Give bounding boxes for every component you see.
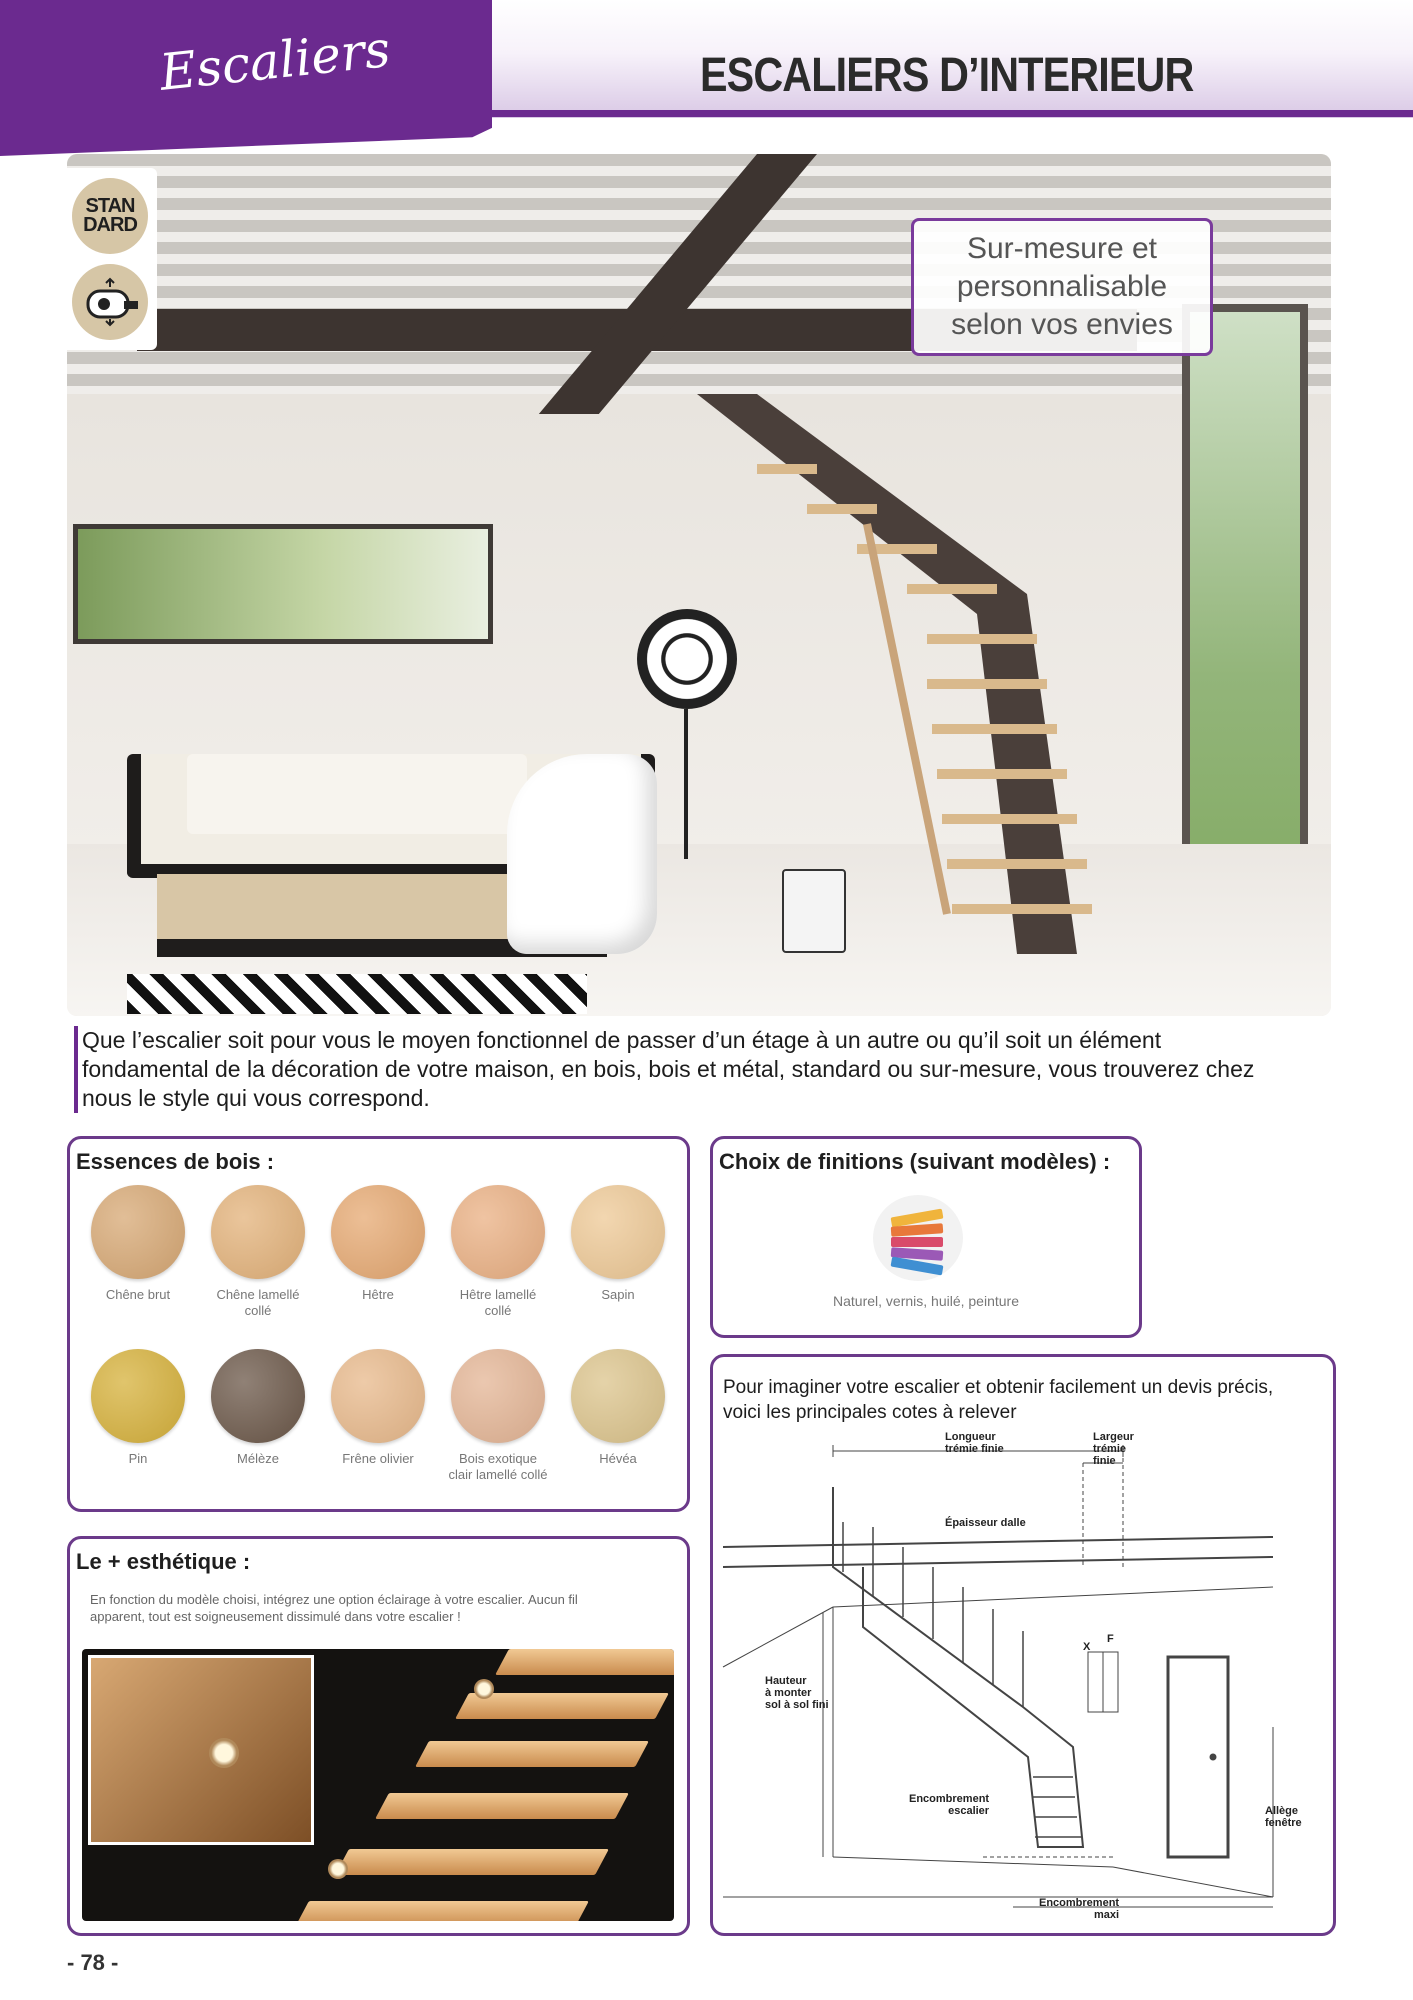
page-title: ESCALIERS D’INTERIEUR xyxy=(700,49,1194,102)
banner-underline xyxy=(440,110,1413,117)
dim-label-line: Encombrement xyxy=(909,1793,990,1805)
wood-label: Mélèze xyxy=(237,1451,279,1466)
custom-callout xyxy=(911,218,1213,356)
wood-disc xyxy=(451,1349,545,1443)
stair-tread xyxy=(295,1901,589,1921)
wood-swatch xyxy=(78,1185,198,1341)
intro-line: nous le style qui vous correspond. xyxy=(82,1085,430,1111)
dim-label-line: Allège xyxy=(1265,1805,1299,1817)
wood-swatch xyxy=(438,1185,558,1341)
callout-line: Sur-mesure et xyxy=(966,232,1158,265)
stair-tread xyxy=(495,1649,674,1675)
callout-line: personnalisable xyxy=(956,270,1168,303)
dimensions-panel xyxy=(710,1354,1336,1936)
dim-label-line: escalier xyxy=(948,1805,990,1817)
white-chair xyxy=(507,754,657,954)
wood-disc xyxy=(331,1349,425,1443)
wood-label: Hévéa xyxy=(599,1451,637,1466)
page-number: - 78 - xyxy=(67,1950,119,1975)
wood-swatch xyxy=(438,1349,558,1505)
dim-label-line: Hauteur xyxy=(765,1675,807,1687)
dim-label-line: Encombrement xyxy=(1039,1897,1120,1909)
floor-lamp xyxy=(637,609,737,709)
wood-swatch xyxy=(78,1349,198,1505)
wood-swatch xyxy=(318,1185,438,1341)
wood-swatch xyxy=(558,1185,678,1341)
color-palette-icon xyxy=(873,1195,963,1281)
epaisseur-dalle-label: Épaisseur dalle xyxy=(945,1517,1026,1529)
finish-title: Choix de finitions (suivant modèles) : xyxy=(719,1149,1111,1174)
measuring-tape-icon xyxy=(72,264,148,340)
dimensions-intro xyxy=(723,1375,1313,1425)
wood-disc xyxy=(211,1185,305,1279)
led-light-icon xyxy=(474,1679,494,1699)
f-label: F xyxy=(1107,1633,1114,1645)
dim-label-line: Longueur xyxy=(945,1431,996,1443)
finish-options-label: Naturel, vernis, huilé, peinture xyxy=(833,1293,1019,1309)
standard-badge xyxy=(72,178,148,254)
sofa-cushions xyxy=(187,754,527,834)
dim-label-line: maxi xyxy=(1094,1909,1120,1921)
intro-paragraph xyxy=(74,1026,1342,1113)
encombrement-escalier-label xyxy=(909,1793,989,1817)
wood-disc xyxy=(571,1185,665,1279)
intro-line: fondamental de la décoration de votre maison, en bois, bois et métal, standard ou sur-mesure, vous trouverez chez xyxy=(82,1056,1255,1082)
finish-panel xyxy=(710,1136,1142,1338)
wood-swatch xyxy=(198,1185,318,1341)
wood-label: Hêtre lamellé collé xyxy=(459,1287,537,1318)
dim-label-line: trémie finie xyxy=(945,1443,1004,1455)
wood-swatch xyxy=(558,1349,678,1505)
encombrement-maxi-label xyxy=(1039,1897,1119,1921)
aesthetic-description xyxy=(90,1591,650,1625)
staircase-illustration xyxy=(697,394,1157,954)
wood-disc xyxy=(451,1185,545,1279)
wood-label: Chêne brut xyxy=(105,1287,171,1302)
wood-disc xyxy=(331,1185,425,1279)
lamp-tripod xyxy=(684,709,688,859)
wood-label: Hêtre xyxy=(362,1287,394,1302)
wood-label: Sapin xyxy=(601,1287,635,1302)
wood-label: Bois exotique clair lamellé collé xyxy=(448,1451,548,1482)
dim-label-line: finie xyxy=(1093,1455,1116,1467)
callout-line: selon vos envies xyxy=(951,308,1173,341)
wood-disc xyxy=(571,1349,665,1443)
wood-label: Pin xyxy=(128,1451,148,1466)
stair-tread xyxy=(335,1849,609,1875)
wood-disc xyxy=(91,1349,185,1443)
wood-label: Frêne olivier xyxy=(342,1451,414,1466)
led-light-icon xyxy=(209,1738,239,1768)
standard-badge-label: STAN DARD xyxy=(83,195,137,236)
dim-label-line: fenêtre xyxy=(1265,1817,1302,1829)
wood-label: Chêne lamellé collé xyxy=(216,1287,300,1318)
aesthetic-title: Le + esthétique : xyxy=(76,1549,251,1574)
hauteur-label xyxy=(765,1675,829,1711)
dimensions-intro-line: voici les principales cotes à relever xyxy=(723,1402,1017,1423)
aesthetic-line: apparent, tout est soigneusement dissimulé dans votre escalier ! xyxy=(90,1609,461,1624)
stair-tread xyxy=(415,1741,649,1767)
strip-window xyxy=(73,524,493,644)
wood-swatch-grid xyxy=(78,1185,678,1505)
aesthetic-panel xyxy=(67,1536,690,1936)
dim-label-line: sol à sol fini xyxy=(765,1699,829,1711)
dimensions-intro-line: Pour imaginer votre escalier et obtenir facilement un devis précis, xyxy=(723,1377,1274,1398)
palette-strip xyxy=(891,1237,943,1247)
wood-disc xyxy=(211,1349,305,1443)
wood-species-panel xyxy=(67,1136,690,1512)
rug xyxy=(127,974,587,1014)
aesthetic-line: En fonction du modèle choisi, intégrez une option éclairage à votre escalier. Aucun fil xyxy=(90,1592,578,1607)
allege-fenetre-label xyxy=(1265,1805,1302,1829)
lit-stairs-photo xyxy=(82,1649,674,1921)
longueur-tremie-label xyxy=(945,1431,1004,1455)
palette-strip xyxy=(891,1223,944,1237)
section-tab-title: Escaliers xyxy=(156,20,393,102)
led-light-icon xyxy=(328,1859,348,1879)
dim-label-line: Largeur xyxy=(1093,1431,1134,1443)
largeur-tremie-label xyxy=(1093,1431,1134,1467)
wood-swatch xyxy=(318,1349,438,1505)
dim-label-line: trémie xyxy=(1093,1443,1127,1455)
wood-disc xyxy=(91,1185,185,1279)
wood-swatch xyxy=(198,1349,318,1505)
suitcase xyxy=(782,869,846,953)
intro-line: Que l’escalier soit pour vous le moyen fonctionnel de passer d’un étage à un autre ou qu’il soit un élément xyxy=(82,1027,1162,1053)
led-closeup xyxy=(88,1655,314,1845)
stair-tread xyxy=(375,1793,629,1819)
wood-species-title: Essences de bois : xyxy=(76,1149,275,1174)
dim-label-line: à monter xyxy=(765,1687,812,1699)
x-label: X xyxy=(1083,1641,1091,1653)
